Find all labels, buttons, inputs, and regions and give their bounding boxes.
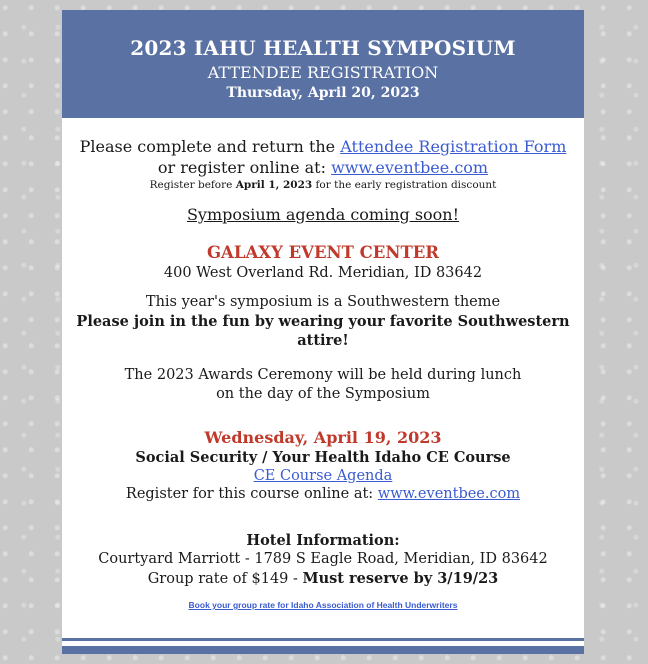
header-banner [62,10,584,118]
ce-course-agenda-link[interactable]: CE Course Agenda [253,468,393,484]
header-subtitle: ATTENDEE REGISTRATION [207,63,439,82]
hotel-heading: Hotel Information: [246,532,400,549]
registration-prefix: Please complete and return the [79,137,336,156]
hotel-address: Courtyard Marriott - 1789 S Eagle Road, Meridian, ID 83642 [98,551,548,567]
theme-line-2: Please join in the fun by wearing your favorite Southwestern attire! [76,313,570,349]
book-row [62,593,584,612]
ce-agenda-row [62,467,584,485]
online-prefix: or register online at: [157,158,326,177]
note-prefix: Register before [149,179,233,191]
ce-register-prefix: Register for this course online at: [125,486,374,502]
hotel-rate [62,569,584,589]
hotel-rate-prefix: Group rate of $149 - [147,571,298,587]
footer-divider-thick [62,646,584,654]
theme-line-1: This year's symposium is a Southwestern theme [145,294,501,310]
footer-divider-thin [62,638,584,641]
eventbee-link[interactable]: www.eventbee.com [331,158,489,177]
ce-course-date: Wednesday, April 19, 2023 [204,428,442,447]
ce-register-row [62,485,584,503]
hotel-rate-deadline: Must reserve by 3/19/23 [302,570,499,587]
awards-line-2: on the day of the Symposium [216,386,430,402]
book-group-rate-link[interactable]: Book your group rate for Idaho Association of Health Underwriters [188,600,458,610]
registration-line-1 [62,136,584,157]
header-title: 2023 IAHU HEALTH SYMPOSIUM [130,36,516,60]
venue-name: GALAXY EVENT CENTER [206,243,440,262]
agenda-notice: Symposium agenda coming soon! [186,205,460,224]
header-date: Thursday, April 20, 2023 [226,85,420,101]
early-registration-note [62,178,584,192]
email-card [62,10,584,654]
ce-eventbee-link[interactable]: www.eventbee.com [377,486,521,502]
content-body [62,136,584,612]
attendee-registration-form-link[interactable]: Attendee Registration Form [340,137,567,156]
venue-address: 400 West Overland Rd. Meridian, ID 83642 [163,265,483,281]
ce-course-title: Social Security / Your Health Idaho CE Course [135,449,511,466]
awards-line-1: The 2023 Awards Ceremony will be held during lunch [124,367,522,383]
note-suffix: for the early registration discount [315,179,497,191]
registration-line-2 [62,157,584,178]
note-date: April 1, 2023 [235,179,313,191]
